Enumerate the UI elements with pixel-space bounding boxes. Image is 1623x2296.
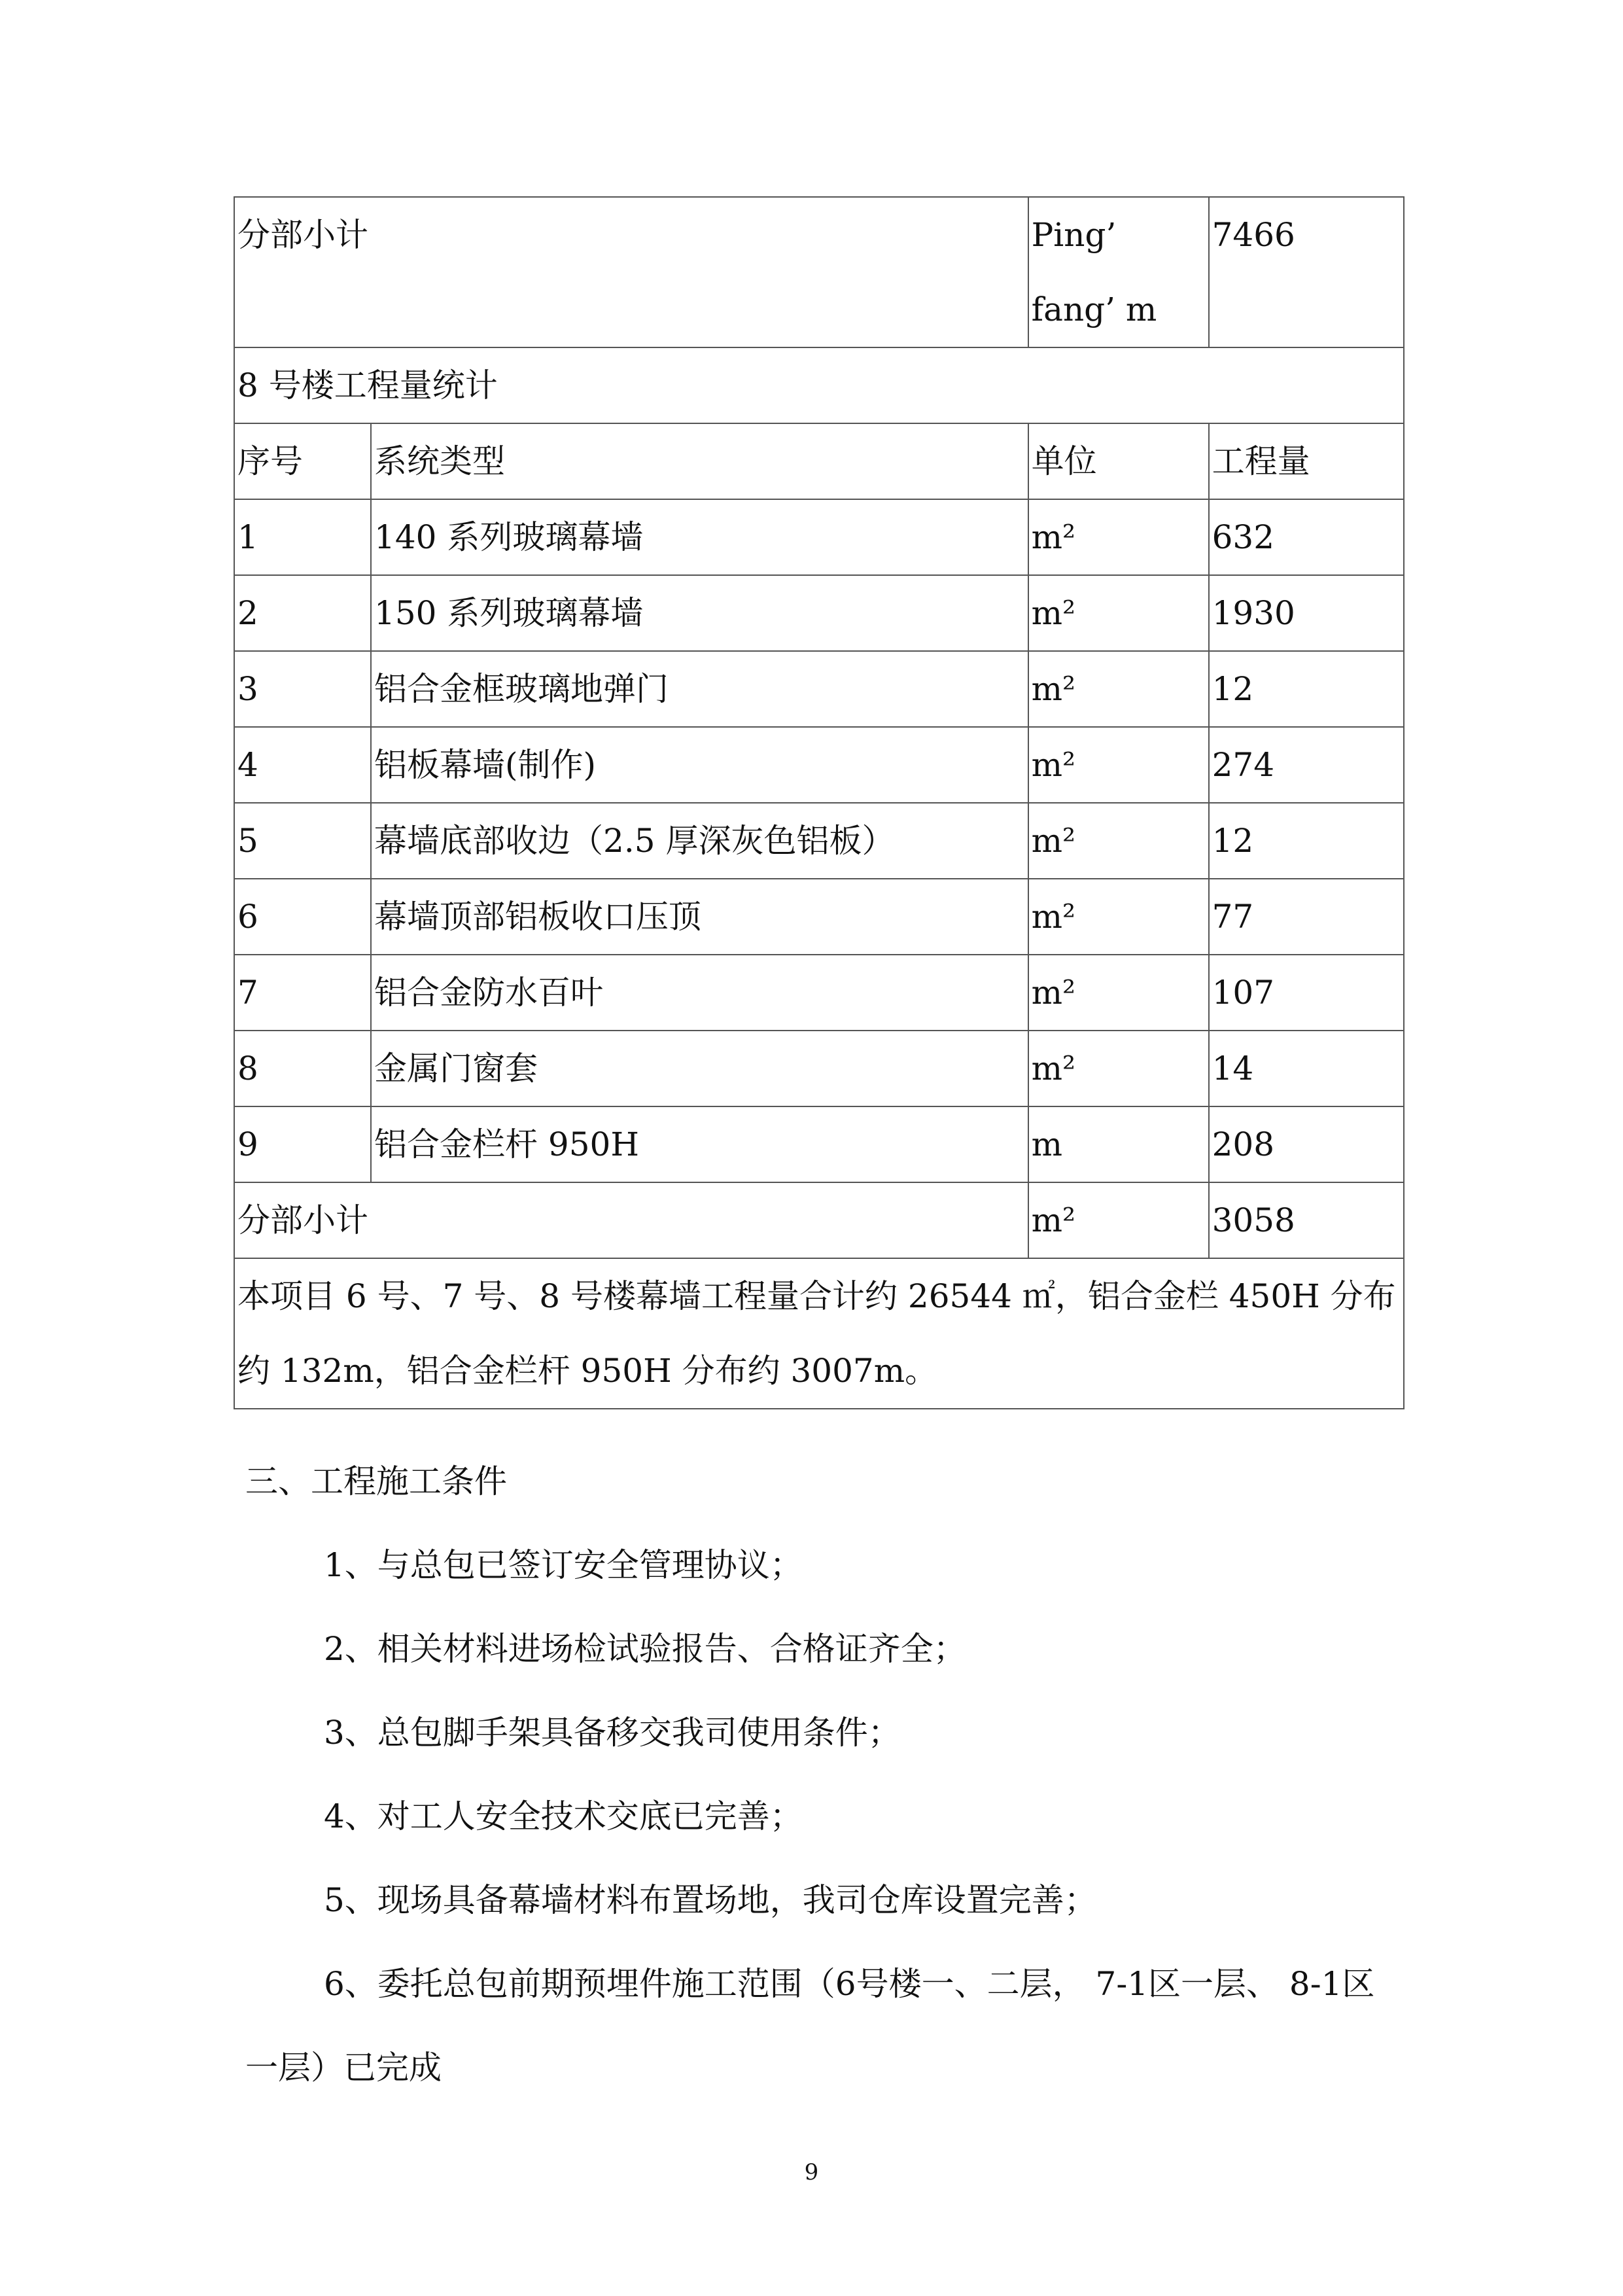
list-item: 4、对工人安全技术交底已完善；	[324, 1797, 803, 1835]
row-type: 铝板幕墙(制作)	[371, 727, 1028, 803]
row-type: 铝合金防水百叶	[371, 955, 1028, 1031]
table-row	[234, 651, 1404, 727]
row-unit: m²	[1028, 575, 1209, 651]
prev-subtotal-row	[234, 197, 1404, 347]
building8-title: 8 号楼工程量统计	[234, 347, 1404, 423]
table-row	[234, 955, 1404, 1031]
row-qty: 107	[1209, 955, 1404, 1031]
row-type: 金属门窗套	[371, 1031, 1028, 1106]
row-unit: m²	[1028, 1031, 1209, 1106]
row-no: 6	[234, 879, 371, 955]
row-unit: m²	[1028, 727, 1209, 803]
table-row	[234, 727, 1404, 803]
row-no: 5	[234, 803, 371, 879]
list-item: 3、总包脚手架具备移交我司使用条件；	[324, 1714, 901, 1752]
page-number: 9	[804, 2159, 819, 2185]
header-row	[234, 423, 1404, 499]
table-row	[234, 575, 1404, 651]
row-qty: 14	[1209, 1031, 1404, 1106]
row-no: 7	[234, 955, 371, 1031]
row-type: 150 系列玻璃幕墙	[371, 575, 1028, 651]
row-no: 1	[234, 499, 371, 575]
section-title: 三、工程施工条件	[245, 1462, 507, 1500]
row-unit: m²	[1028, 955, 1209, 1031]
quantity-table	[234, 196, 1405, 1409]
row-no: 2	[234, 575, 371, 651]
row-unit: m	[1028, 1106, 1209, 1182]
row-type: 铝合金框玻璃地弹门	[371, 651, 1028, 727]
row-no: 8	[234, 1031, 371, 1106]
row-no: 9	[234, 1106, 371, 1182]
list-item: 1、与总包已签订安全管理协议；	[324, 1546, 803, 1584]
building8-title-row	[234, 347, 1404, 423]
row-qty: 12	[1209, 651, 1404, 727]
subtotal-value: 3058	[1209, 1182, 1404, 1258]
table-row	[234, 879, 1404, 955]
table-row	[234, 803, 1404, 879]
header-no: 序号	[234, 423, 371, 499]
row-qty: 274	[1209, 727, 1404, 803]
summary-text: 本项目 6 号、7 号、8 号楼幕墙工程量合计约 26544 ㎡，铝合金栏 450H 分布约 132m，铝合金栏杆 950H 分布约 3007m。	[234, 1258, 1404, 1409]
row-type: 140 系列玻璃幕墙	[371, 499, 1028, 575]
row-type: 铝合金栏杆 950H	[371, 1106, 1028, 1182]
row-qty: 77	[1209, 879, 1404, 955]
row-qty: 1930	[1209, 575, 1404, 651]
table-row	[234, 1106, 1404, 1182]
row-type: 幕墙底部收边（2.5 厚深灰色铝板）	[371, 803, 1028, 879]
prev-subtotal-label: 分部小计	[234, 197, 1028, 347]
list-item: 6、委托总包前期预埋件施工范围（6号楼一、二层， 7-1区一层、 8-1区一层）已完成	[245, 1965, 1375, 2087]
row-no: 4	[234, 727, 371, 803]
table-row	[234, 499, 1404, 575]
row-type: 幕墙顶部铝板收口压顶	[371, 879, 1028, 955]
row-qty: 208	[1209, 1106, 1404, 1182]
quantity-table-container	[234, 196, 1405, 1409]
list-item: 5、现场具备幕墙材料布置场地，我司仓库设置完善；	[324, 1881, 1097, 1919]
subtotal-row	[234, 1182, 1404, 1258]
subtotal-unit: m²	[1028, 1182, 1209, 1258]
prev-subtotal-unit-line2: fang’ m	[1031, 291, 1157, 328]
summary-row	[234, 1258, 1404, 1409]
table-row	[234, 1031, 1404, 1106]
header-qty: 工程量	[1209, 423, 1404, 499]
row-unit: m²	[1028, 803, 1209, 879]
row-unit: m²	[1028, 651, 1209, 727]
row-no: 3	[234, 651, 371, 727]
construction-conditions-section	[245, 1439, 1397, 2110]
list-item: 2、相关材料进场检试验报告、合格证齐全；	[324, 1630, 966, 1668]
row-unit: m²	[1028, 879, 1209, 955]
prev-subtotal-unit	[1028, 197, 1209, 347]
prev-subtotal-unit-line1: Ping’	[1031, 216, 1117, 254]
header-unit: 单位	[1028, 423, 1209, 499]
row-qty: 632	[1209, 499, 1404, 575]
subtotal-label: 分部小计	[234, 1182, 1028, 1258]
header-type: 系统类型	[371, 423, 1028, 499]
prev-subtotal-value: 7466	[1209, 197, 1404, 347]
row-unit: m²	[1028, 499, 1209, 575]
row-qty: 12	[1209, 803, 1404, 879]
